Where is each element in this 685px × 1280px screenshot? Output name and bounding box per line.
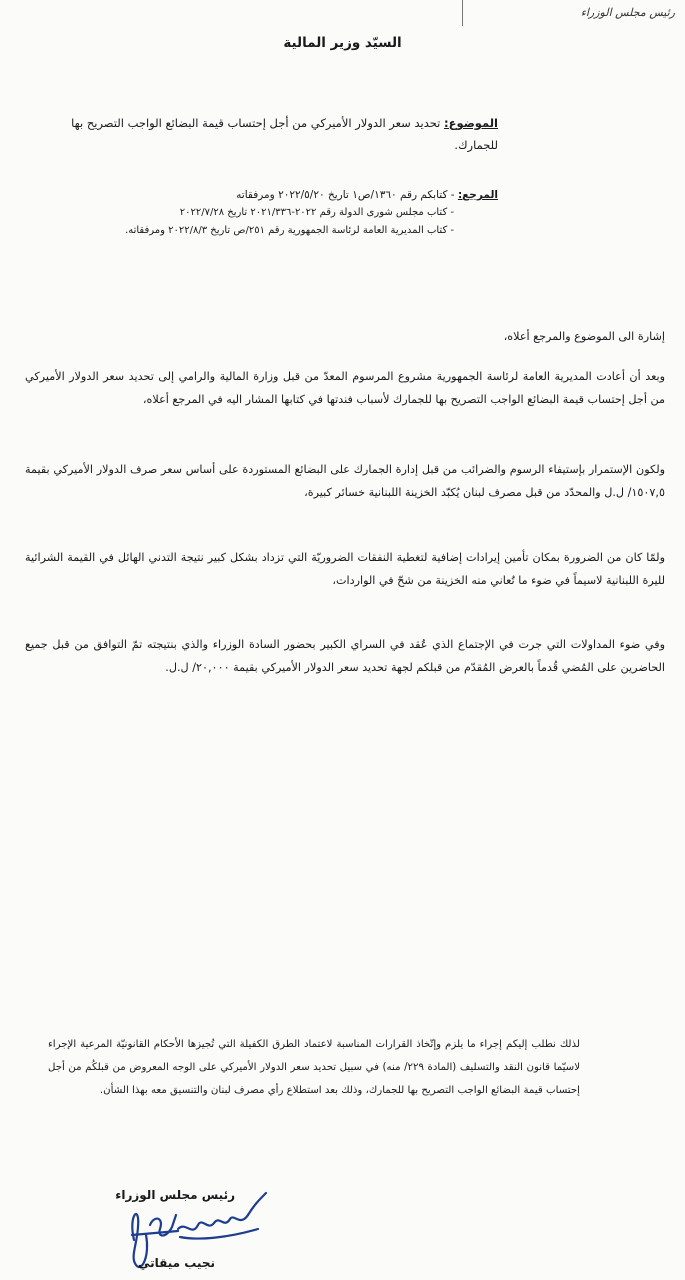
reference-block xyxy=(53,186,498,240)
reference-line xyxy=(53,186,498,204)
body-paragraph: وبعد أن أعادت المديرية العامة لرئاسة الجمهورية مشروع المرسوم المعدّ من قبل وزارة المالية والرامي إلى تحديد سعر الدولار الأميركي من أجل إحتساب قيمة البضائع الواجب التصريح بها للجمارك لأسباب فندتها في كتابها المشار اليه في المرجع أعلاه، xyxy=(25,370,665,406)
addressee: السيّد وزير المالية xyxy=(283,35,402,51)
reference-item: - كتابكم رقم ١٣٦٠/ص١ تاريخ ٢٠٢٢/٥/٢٠ ومرفقاته xyxy=(236,189,458,201)
reference-label: المرجع: xyxy=(457,189,498,201)
signatory-title: رئيس مجلس الوزراء xyxy=(115,1188,235,1202)
subject-label: الموضوع: xyxy=(444,116,498,130)
body-paragraph: وفي ضوء المداولات التي جرت في الإجتماع الذي عُقد في السراي الكبير بحضور السادة الوزراء والذي بنتيجته تمّ التوافق من قبل جميع الحاضرين على المُضي قُدماً بالعرض المُقدّم من قبلكم لجهة تحديد سعر الدولار الأميركي بقيمة ٢٠,٠٠٠/ ل.ل. xyxy=(25,638,665,674)
letterhead-office: رئيس مجلس الوزراء xyxy=(580,6,675,19)
subject-block xyxy=(53,112,498,156)
signatory-name: نجيب ميقاتي xyxy=(137,1256,215,1270)
body-paragraph: ولكون الإستمرار بإستيفاء الرسوم والضرائب من قبل إدارة الجمارك على البضائع المستوردة على أساس سعر صرف الدولار الأميركي بقيمة ١٥٠٧,٥/ ل.ل والمحدّد من قبل مصرف لبنان يُكبّد الخزينة اللبنانية خسائر كبيرة، xyxy=(25,463,665,499)
reference-item: - كتاب مجلس شورى الدولة رقم ٢٠٢٢-٢٠٢١/٣٣٦ تاريخ ٢٠٢٢/٧/٢٨ xyxy=(179,207,454,218)
closing-paragraph: لذلك نطلب إليكم إجراء ما يلزم وإتّخاذ القرارات المناسبة لاعتماد الطرق الكفيلة التي تُجيزها الأحكام القانونيّة المرعية الإجراء لاسيّما قانون النقد والتسليف (المادة ٢٢٩/ منه) في سبيل تحديد سعر الدولار الأميركي على الوجه المعروض من قبلكُم من أجل إحتساب قيمة البضائع الواجب التصريح بها للجمارك، وذلك بعد استطلاع رأي مصرف لبنان والتنسيق معه بهذا الشأن. xyxy=(48,1039,580,1096)
body-paragraph: ولمّا كان من الضرورة بمكان تأمين إيرادات إضافية لتغطية النفقات الضروريّة التي تزداد بشكل كبير نتيجة التدني الهائل في القيمة الشرائية لليرة اللبنانية لاسيماً في ضوء ما تُعاني منه الخزينة من شحّ في الواردات، xyxy=(25,551,665,587)
subject-text: تحديد سعر الدولار الأميركي من أجل إحتساب قيمة البضائع الواجب التصريح بها للجمارك. xyxy=(71,116,498,152)
header-divider xyxy=(462,0,463,26)
reference-item: - كتاب المديرية العامة لرئاسة الجمهورية رقم ٢٥١/ص تاريخ ٢٠٢٢/٨/٣ ومرفقاته. xyxy=(125,225,454,236)
body-paragraph: إشارة الى الموضوع والمرجع أعلاه، xyxy=(503,330,665,343)
